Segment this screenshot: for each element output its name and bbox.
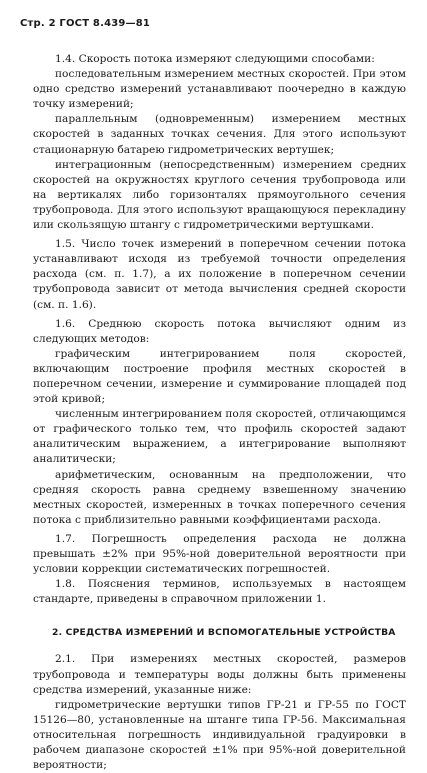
running-head: Стр. 2 ГОСТ 8.439—81: [20, 18, 151, 29]
paragraph-1-8: 1.8. Пояснения терминов, используемых в настоящем стандарте, приведены в справочном приложении 1.: [33, 578, 406, 606]
paragraph-arithmetic: арифметическим, основанным на предположении, что средняя скорость равна среднему взвешенному значению местных скоростей, измеренных в точках поперечного сечения потока с приблизительно равными коэффициентами расхода.: [33, 468, 406, 526]
paragraph-parallel: параллельным (одновременным) измерением местных скоростей в заданных точках сечения. Для этого используют стационарную батарею гидрометрических вертушек;: [33, 113, 406, 156]
paragraph-integral: интеграционным (непосредственным) измерением средних скоростей на окружностях круглого сечения трубопровода или на вертикалях либо горизонталях прямоугольного сечения трубопровода. Для этого используют вращающуюся перекладину или скользящую штангу с гидрометрическими вертушками.: [33, 158, 406, 232]
section-2-title: 2. СРЕДСТВА ИЗМЕРЕНИЙ И ВСПОМОГАТЕЛЬНЫЕ УСТРОЙСТВА: [52, 627, 396, 639]
paragraph-numerical: численным интегрированием поля скоростей, отличающимся от графического только тем, что профиль скоростей задают аналитическим выражением, а интегрирование выполняют аналитически;: [33, 408, 406, 466]
document-body: [33, 52, 406, 773]
paragraph-2-1: 2.1. При измерениях местных скоростей, размеров трубопровода и температуры воды должны быть применены средства измерений, указанные ниже:: [33, 653, 406, 696]
paragraph-current-meters: гидрометрические вертушки типов ГР-21 и ГР-55 по ГОСТ 15126—80, установленные на штанге типа ГР-56. Максимальная относительная погрешность индивидуальной градуировки в рабочем диапазоне скоростей ±1% при 95%-ной доверительной вероятности;: [33, 698, 406, 772]
paragraph-1-7: 1.7. Погрешность определения расхода не должна превышать ±2% при 95%-ной доверительной вероятности при условии коррекции систематических погрешностей.: [33, 532, 406, 576]
paragraph-sequential: последовательным измерением местных скоростей. При этом одно средство измерений устанавливают поочередно в каждую точку измерений;: [33, 68, 406, 111]
paragraph-1-4: 1.4. Скорость потока измеряют следующими способами:: [55, 53, 375, 65]
paragraph-1-5: 1.5. Число точек измерений в поперечном сечении потока устанавливают исходя из требуемой точности определения расхода (см. п. 1.7), а их положение в поперечном сечении трубопровода зависит от метода вычисления средней скорости (см. п. 1.6).: [33, 238, 406, 311]
paragraph-graphical: графическим интегрированием поля скоростей, включающим построение профиля местных скоростей в поперечном сечении, измерение и суммирование площадей под этой кривой;: [33, 347, 406, 406]
paragraph-1-6: 1.6. Среднюю скорость потока вычисляют одним из следующих методов:: [33, 317, 406, 345]
